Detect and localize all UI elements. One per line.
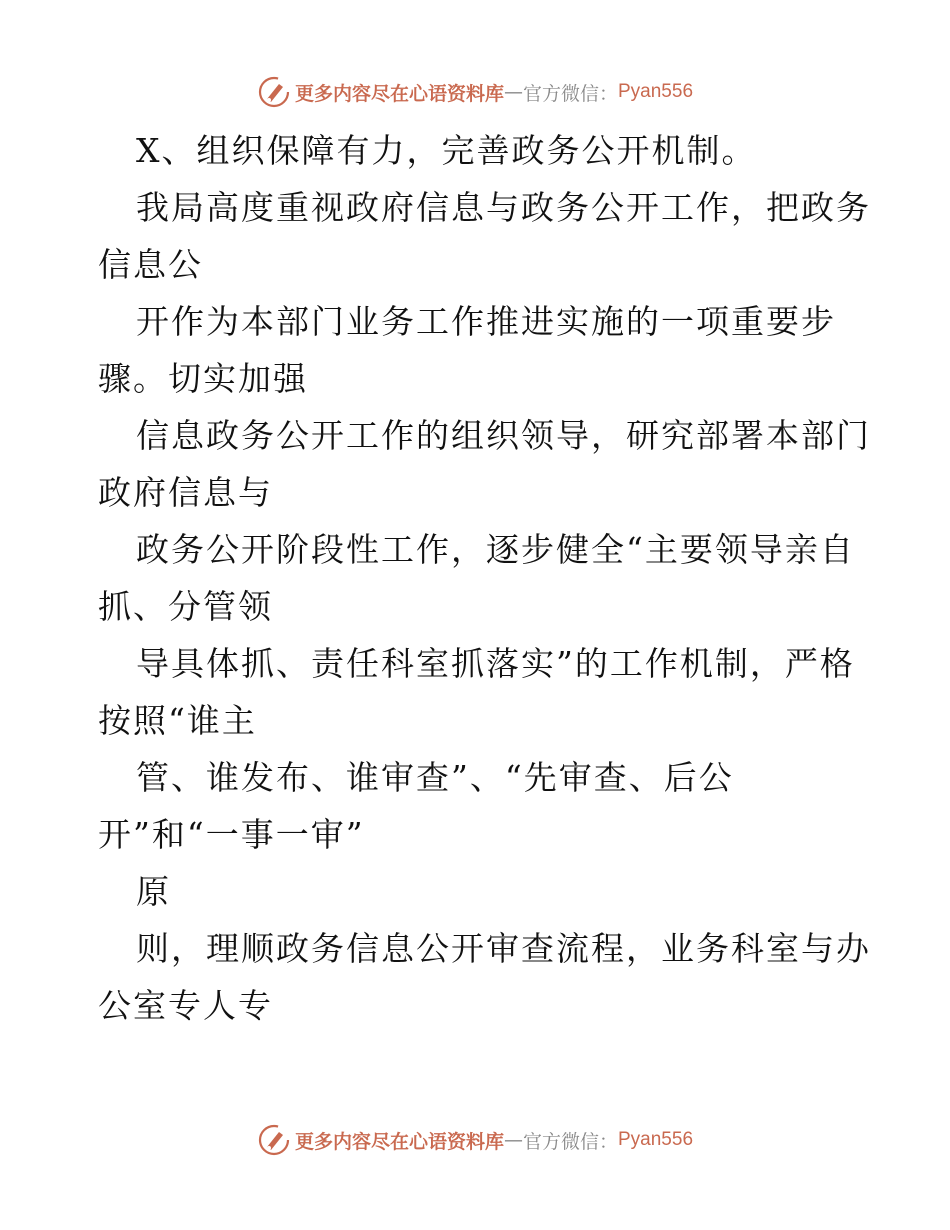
pen-logo-icon xyxy=(257,75,291,109)
text-line: 管、谁发布、谁审查”、“先审查、后公 xyxy=(136,758,734,797)
watermark-dash: — xyxy=(503,1129,523,1151)
pen-logo-icon xyxy=(257,1123,291,1157)
footer-watermark xyxy=(0,1120,950,1160)
text-line: 政府信息与 xyxy=(98,473,273,512)
text-line: 信息公 xyxy=(98,245,203,284)
document-body xyxy=(98,122,871,1034)
watermark-wechat-label: 官方微信： xyxy=(522,1130,618,1153)
watermark-wechat-id: Pyan556 xyxy=(618,1129,694,1150)
watermark-main-text: 更多内容尽在心语资料库 xyxy=(294,82,504,105)
text-line: 公室专人专 xyxy=(98,986,273,1025)
text-line: 抓、分管领 xyxy=(98,587,273,626)
watermark-dash: — xyxy=(503,81,523,103)
text-line: 开作为本部门业务工作推进实施的一项重要步 xyxy=(136,302,836,341)
text-line: 我局高度重视政府信息与政务公开工作，把政务 xyxy=(136,188,871,227)
text-line: 原 xyxy=(136,872,171,911)
text-line: 则，理顺政务信息公开审查流程，业务科室与办 xyxy=(136,929,871,968)
text-line: 信息政务公开工作的组织领导，研究部署本部门 xyxy=(136,416,871,455)
header-watermark xyxy=(0,72,950,112)
text-line: 导具体抓、责任科室抓落实”的工作机制，严格 xyxy=(136,644,855,683)
text-line: 政务公开阶段性工作，逐步健全“主要领导亲自 xyxy=(136,530,855,569)
watermark-main-text: 更多内容尽在心语资料库 xyxy=(294,1130,504,1153)
text-line: 开”和“一事一审” xyxy=(98,815,365,854)
watermark-wechat-id: Pyan556 xyxy=(618,81,694,102)
text-line: X、组织保障有力，完善政务公开机制。 xyxy=(136,131,757,170)
watermark-wechat-label: 官方微信： xyxy=(522,82,618,105)
text-line: 骤。切实加强 xyxy=(98,359,308,398)
text-line: 按照“谁主 xyxy=(98,701,257,740)
